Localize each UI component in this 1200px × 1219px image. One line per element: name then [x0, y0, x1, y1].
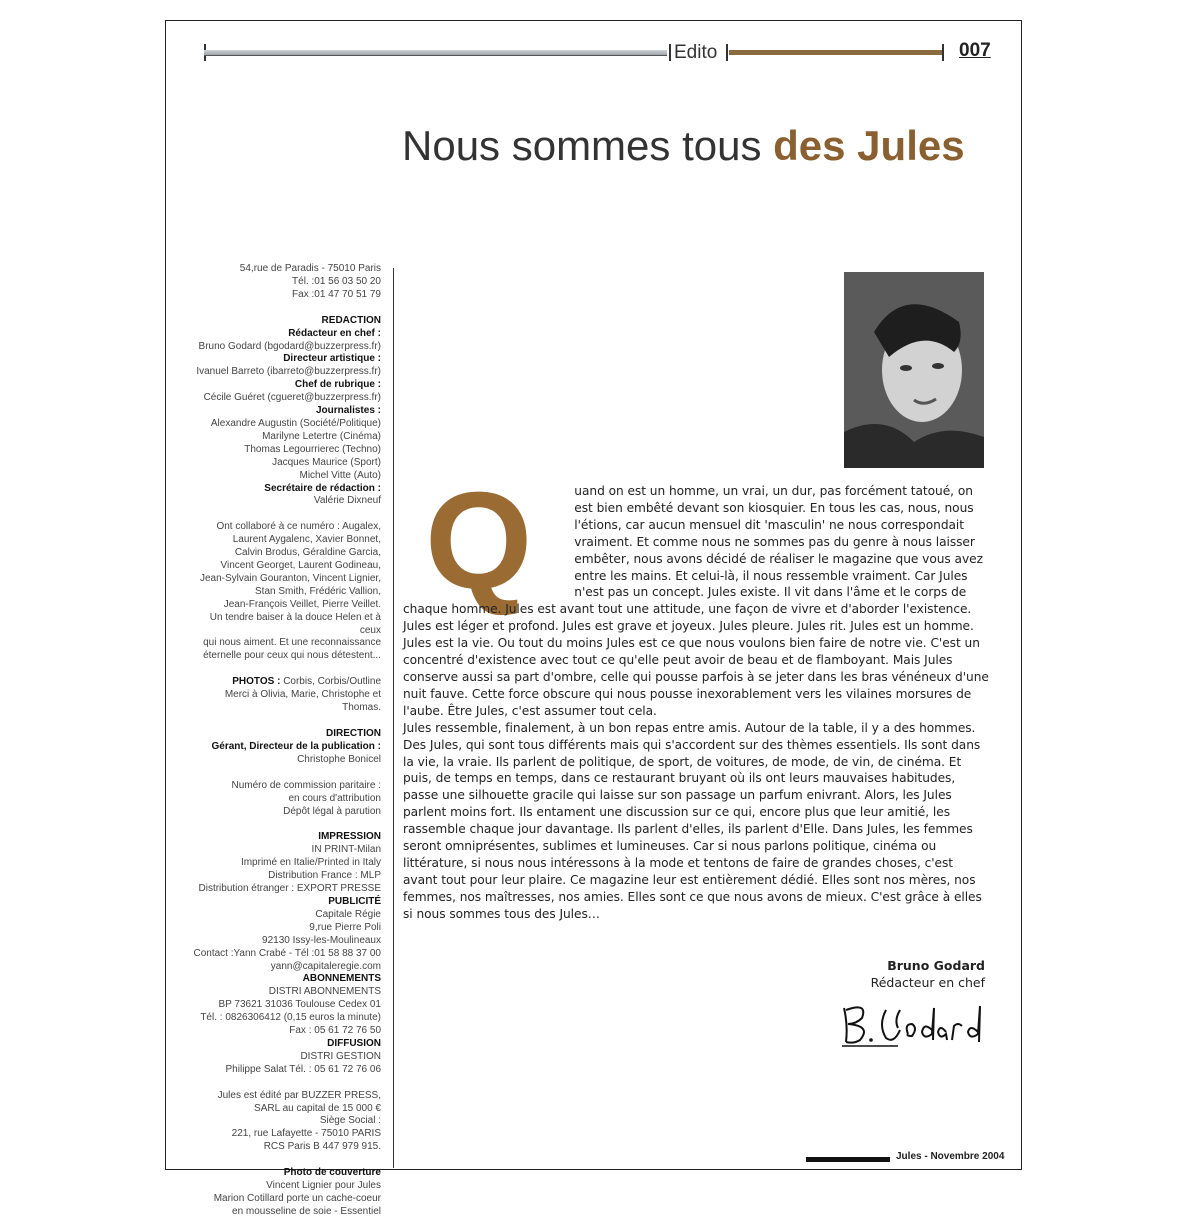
- section-label: Edito: [674, 42, 718, 63]
- photos-credit: [190, 676, 381, 689]
- commission-line: en cours d'attribution: [288, 792, 381, 804]
- header-rule-right: [729, 50, 942, 55]
- photos-label: PHOTOS :: [232, 676, 281, 688]
- photos-text: Corbis, Corbis/Outline: [283, 676, 381, 688]
- colophon-heading: Chef de rubrique :: [294, 379, 381, 391]
- colophon-heading: IMPRESSION: [318, 831, 381, 843]
- footer-rule: [806, 1157, 890, 1162]
- spacer: [190, 663, 381, 676]
- colophon-line: BP 73621 31036 Toulouse Cedex 01: [218, 999, 381, 1011]
- section-header: [204, 36, 991, 70]
- title-accent: des Jules: [773, 122, 965, 169]
- spacer: [190, 302, 381, 315]
- colophon-line: Imprimé en Italie/Printed in Italy: [240, 857, 381, 869]
- colophon-heading: Journalistes :: [315, 405, 381, 417]
- page-title: [402, 122, 965, 170]
- colophon-line: yann@capitaleregie.com: [270, 960, 381, 972]
- address-line: 54,rue de Paradis - 75010 Paris: [239, 263, 381, 274]
- collaborators-line: Calvin Brodus, Géraldine Garcia,: [234, 547, 381, 559]
- colophon-line: Ivanuel Barreto (ibarreto@buzzerpress.fr): [196, 366, 381, 378]
- footer-issue: Jules - Novembre 2004: [896, 1151, 1005, 1162]
- collaborators-line: Stan Smith, Frédéric Vallion,: [255, 585, 381, 597]
- commission-line: Numéro de commission paritaire :: [231, 779, 381, 791]
- colophon-line: Marilyne Letertre (Cinéma): [262, 430, 381, 442]
- colophon-heading: REDACTION: [321, 314, 381, 326]
- colophon-line: Tél. : 0826306412 (0,15 euros la minute): [200, 1012, 381, 1024]
- header-rule-left: [204, 50, 667, 56]
- colophon-line: DISTRI ABONNEMENTS: [268, 986, 381, 998]
- colophon-line: Distribution étranger : EXPORT PRESSE: [198, 883, 381, 895]
- author-block: [760, 957, 985, 991]
- colophon-heading: ABONNEMENTS: [302, 973, 381, 985]
- spacer: [190, 1077, 381, 1090]
- publisher-line: Jules est édité par BUZZER PRESS,: [217, 1089, 381, 1101]
- colophon-line: Alexandre Augustin (Société/Politique): [210, 417, 381, 429]
- portrait-photo: [844, 272, 984, 468]
- collaborators-line: Ont collaboré à ce numéro : Augalex,: [216, 521, 381, 533]
- portrait-photo-icon: [844, 272, 984, 468]
- colophon-line: Christophe Bonicel: [297, 753, 381, 765]
- editorial-article: [403, 464, 990, 923]
- colophon-line: 9,rue Pierre Poli: [309, 921, 381, 933]
- colophon-line: IN PRINT-Milan: [311, 844, 381, 856]
- address-line: Tél. :01 56 03 50 20: [292, 275, 381, 287]
- collaborators-line: Jean-François Veillet, Pierre Veillet.: [223, 598, 381, 610]
- colophon-heading: PUBLICITÉ: [328, 895, 381, 907]
- colophon-line: Fax : 05 61 72 76 50: [289, 1025, 381, 1037]
- drop-cap: Q: [425, 464, 533, 618]
- cover-credit-label: Photo de couverture: [283, 1167, 381, 1179]
- colophon-heading: DIFFUSION: [327, 1037, 381, 1049]
- author-role: Rédacteur en chef: [870, 975, 985, 990]
- colophon-heading: Secrétaire de rédaction :: [264, 482, 381, 494]
- rule-cap-mid-left: [669, 44, 671, 61]
- colophon-line: Capitale Régie: [315, 908, 381, 920]
- colophon: [190, 263, 381, 1219]
- spacer: [190, 767, 381, 780]
- colophon-line: Contact :Yann Crabé - Tél :01 58 88 37 00: [193, 947, 381, 959]
- publisher-line: 221, rue Lafayette - 75010 PARIS: [231, 1128, 381, 1140]
- cover-credit-line: Vincent Lignier pour Jules: [266, 1180, 381, 1192]
- commission-line: Dépôt légal à parution: [283, 805, 381, 817]
- colophon-line: DISTRI GESTION: [300, 1050, 381, 1062]
- title-prefix: Nous sommes tous: [402, 122, 774, 169]
- colophon-line: Philippe Salat Tél. : 05 61 72 76 06: [225, 1063, 381, 1075]
- article-paragraph: Jules ressemble, finalement, à un bon repas entre amis. Autour de la table, il y a des hommes. Des Jules, qui sont tous différents mais qui s'accordent sur des thèmes essentiels. Ils sont dans la vie, la vraie. Ils parlent de politique, de sport, de voitures, de mode, de vin, de cinéma. Et puis, de temps en temps, dans ce restaurant bruyant où ils ont leurs mauvaises habitudes, passe une silhouette gracile qui laisse sur son passage un parfum enivrant. Alors, les Jules parlent moins fort. Ils entament une discussion sur ce qui, encore plus que leur amitié, les rassemble chaque jour davantage. Ils parlent d'elles, ils parlent d'Elle. Dans Jules, les femmes seront omniprésentes, sublimes et lumineuses. Car si nous parlons politique, cinéma ou littérature, si nous nous intéressons à la mode et tentons de faire de grandes choses, c'est avant tout pour leur plaire. Ce magazine leur est entièrement dédié. Elles sont nos mères, nos femmes, nos maîtresses, nos amies. Elles sont ce que nous avons de mieux. C'est grâce à elles si nous sommes tous des Jules…: [403, 720, 982, 921]
- publisher-line: Siège Social :: [319, 1115, 381, 1127]
- spacer: [190, 818, 381, 831]
- colophon-heading: DIRECTION: [326, 728, 381, 739]
- colophon-line: Cécile Guéret (cgueret@buzzerpress.fr): [203, 392, 381, 404]
- author-name: Bruno Godard: [887, 958, 985, 973]
- collaborators-line: Vincent Georget, Laurent Godineau,: [220, 560, 381, 572]
- colophon-heading: Gérant, Directeur de la publication :: [211, 740, 381, 752]
- collaborators-line: qui nous aiment. Et une reconnaissance: [203, 637, 381, 649]
- collaborators-line: éternelle pour ceux qui nous détestent...: [203, 650, 381, 662]
- colophon-heading: Rédacteur en chef :: [288, 327, 381, 339]
- photos-thanks: Merci à Olivia, Marie, Christophe et Thomas.: [224, 689, 381, 714]
- collaborators-line: Jean-Sylvain Gouranton, Vincent Lignier,: [199, 572, 381, 584]
- collaborators-line: Un tendre baiser à la douce Helen et à ceux: [209, 611, 381, 636]
- rule-cap-right: [942, 44, 944, 61]
- collaborators-line: Laurent Aygalenc, Xavier Bonnet,: [232, 534, 381, 546]
- colophon-line: Jacques Maurice (Sport): [272, 456, 381, 468]
- handwritten-signature: [838, 1000, 990, 1050]
- colophon-heading: Directeur artistique :: [283, 353, 381, 365]
- cover-credit-line: en mousseline de soie - Essentiel: [232, 1205, 381, 1217]
- publisher-line: SARL au capital de 15 000 €: [254, 1102, 381, 1114]
- spacer: [190, 715, 381, 728]
- colophon-line: Thomas Legourrierec (Techno): [244, 443, 381, 455]
- column-divider: [393, 268, 394, 1168]
- spacer: [190, 1154, 381, 1167]
- address-line: Fax :01 47 70 51 79: [292, 288, 381, 300]
- spacer: [190, 508, 381, 521]
- colophon-line: 92130 Issy-les-Moulineaux: [262, 934, 381, 946]
- colophon-line: Distribution France : MLP: [268, 870, 381, 882]
- article-paragraph: uand on est un homme, un vrai, un dur, pas forcément tatoué, on est bien embêté devant son kiosquier. En tous les cas, nous, nous l'étions, car aucun mensuel dit 'masculin' ne nous correspondait vraiment. Et comme nous ne sommes pas du genre à nous laisser embêter, nous avons décidé de réaliser le magazine que vous avez entre les mains. Et celui-là, il nous ressemble vraiment. Car Jules n'est pas un concept. Jules existe. Il vit dans l'âme et le corps de chaque homme. Jules est avant tout une attitude, une façon de vivre et d'aborder l'existence. Jules est léger et profond. Jules est grave et joyeux. Jules pleure. Jules rit. Jules est un homme. Jules est la vie. Ou tout du moins Jules est ce que nous voulons bien faire de notre vie. C'est un concentré d'existence avec tout ce qu'elle peut avoir de beau et de flamboyant. Mais Jules conserve aussi sa part d'ombre, celle qui pousse parfois à se jeter dans les bras vénéneux d'une nuit fauve. Cette force obscure qui nous pousse inexorablement vers les vilaines morsures de l'aube. Être Jules, c'est assumer tout cela.: [403, 484, 989, 718]
- rule-cap-mid-right: [726, 44, 728, 61]
- signature-icon: [838, 1000, 990, 1050]
- colophon-line: Bruno Godard (bgodard@buzzerpress.fr): [198, 340, 381, 352]
- page-number: 007: [959, 40, 991, 61]
- cover-credit-line: Marion Cotillard porte un cache-coeur: [213, 1193, 381, 1204]
- colophon-line: Valérie Dixneuf: [313, 495, 381, 507]
- publisher-line: RCS Paris B 447 979 915.: [263, 1141, 381, 1153]
- colophon-line: Michel Vitte (Auto): [299, 469, 381, 481]
